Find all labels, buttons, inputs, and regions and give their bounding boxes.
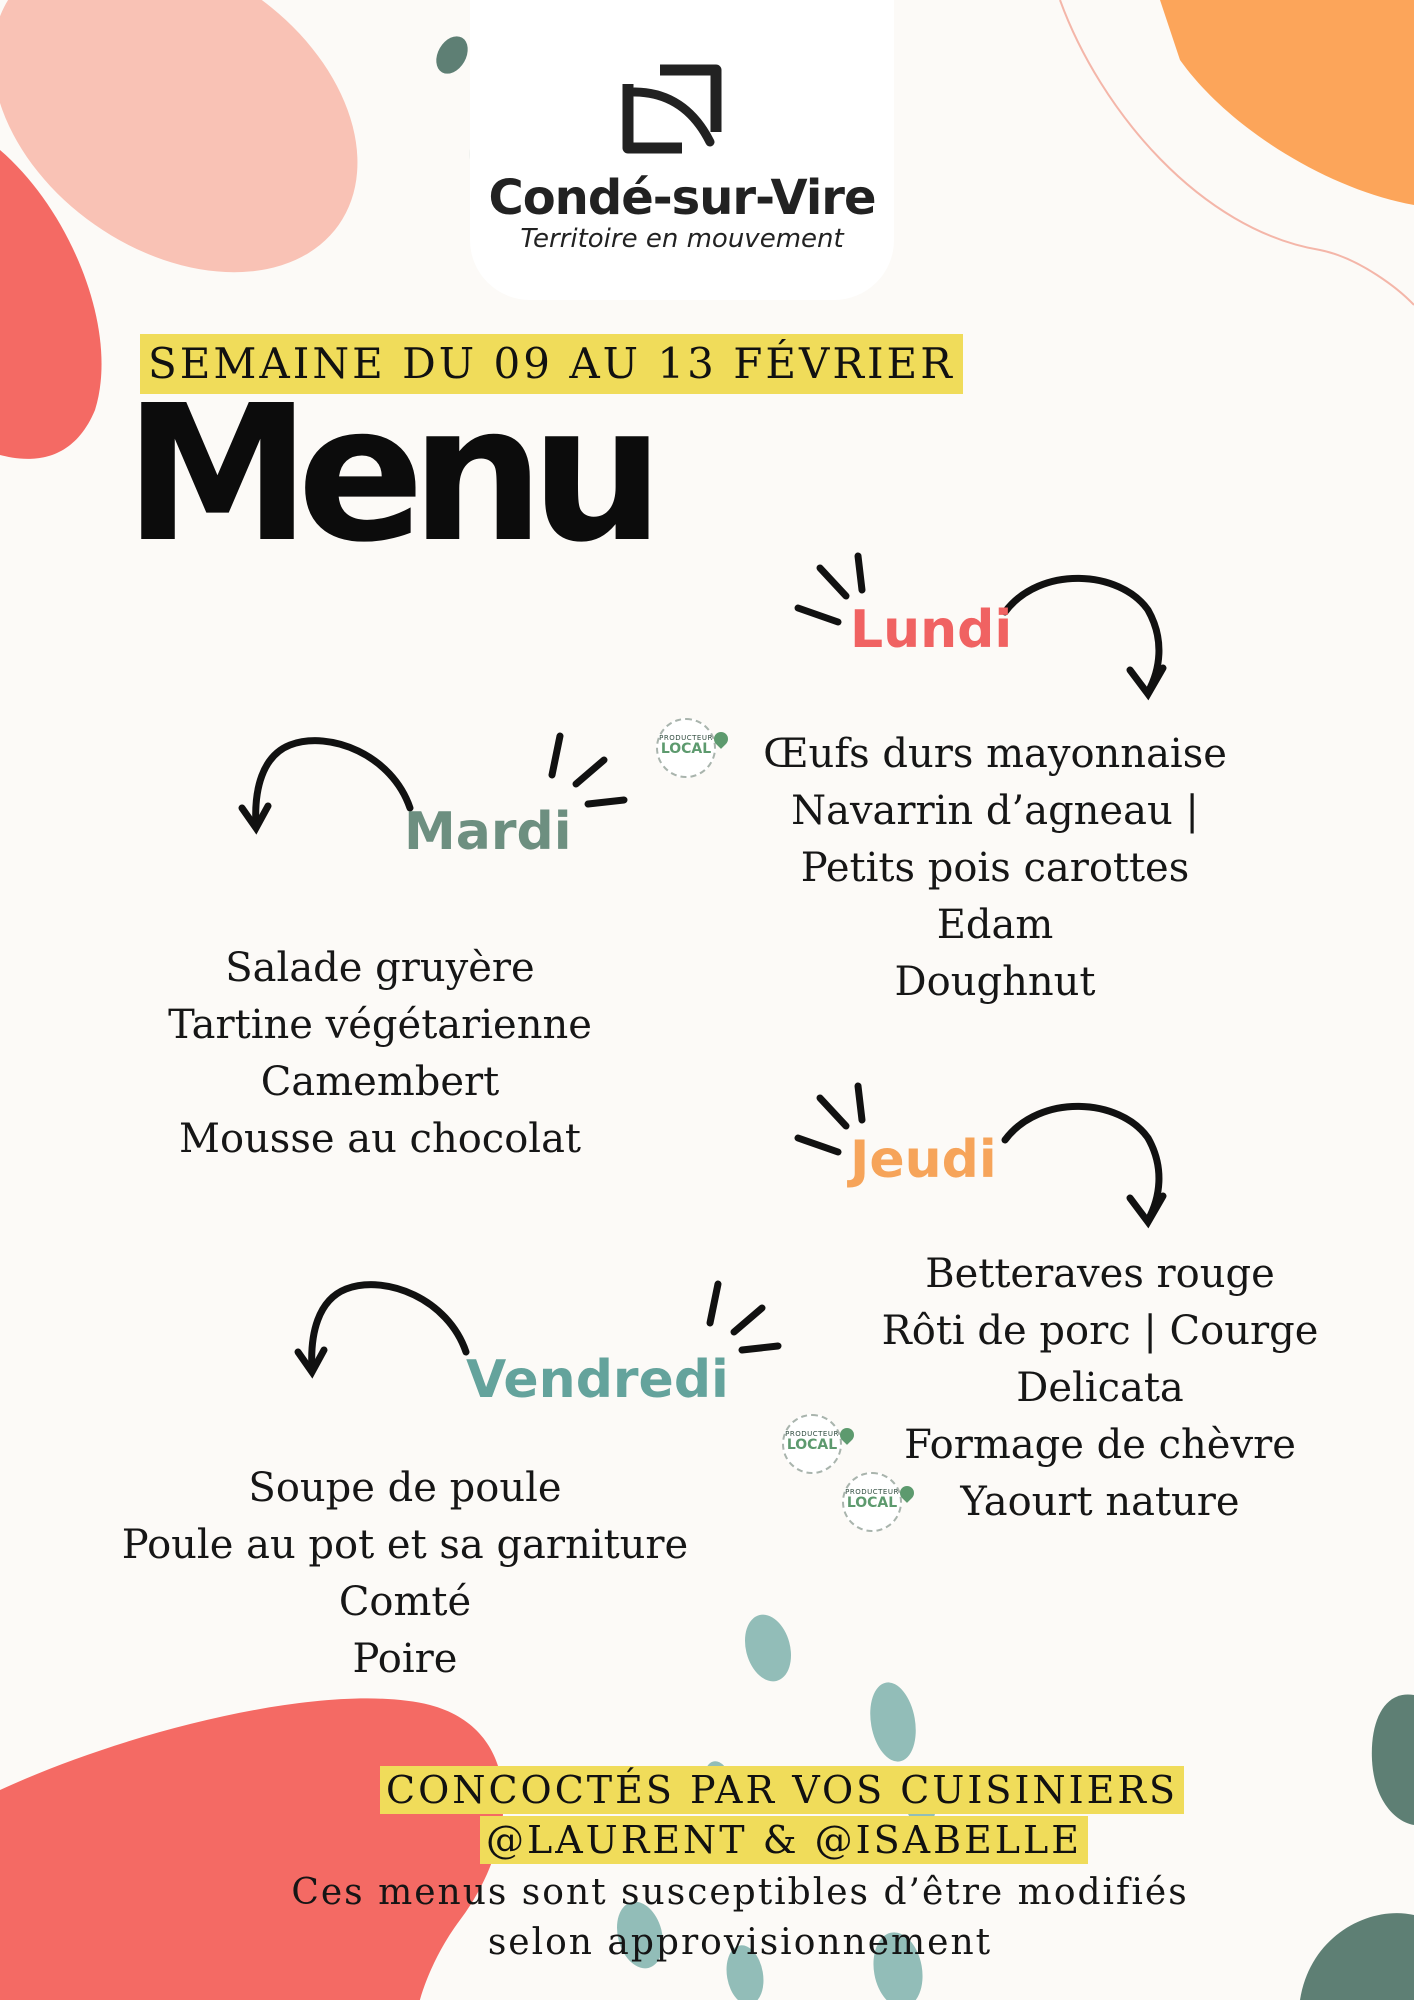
day-heading-vendredi: Vendredi — [466, 1350, 729, 1410]
dish-item: Soupe de poule — [248, 1465, 562, 1511]
dish-item: Doughnut — [894, 959, 1096, 1005]
local-producer-badge — [656, 718, 716, 778]
dish-item: Camembert — [260, 1059, 500, 1105]
curved-arrow-icon — [1005, 578, 1163, 694]
credits-line-1: CONCOCTÉS PAR VOS CUISINIERS — [380, 1766, 1184, 1814]
dish-list-vendredi — [95, 1460, 715, 1688]
sparkle-icon — [552, 736, 624, 804]
dish-item: Comté — [338, 1579, 472, 1625]
credits-line-2: @LAURENT & @ISABELLE — [480, 1816, 1088, 1864]
dish-item: Delicata — [1016, 1365, 1184, 1411]
badge-line2: LOCAL — [786, 1437, 838, 1453]
disclaimer-note — [240, 1868, 1240, 1968]
dish-item: Yaourt nature — [960, 1479, 1240, 1525]
dish-list-lundi — [745, 726, 1245, 1011]
badge-line1: PRODUCTEUR — [659, 734, 713, 742]
dish-item: Salade gruyère — [225, 945, 535, 991]
dish-item: Rôti de porc | Courge — [881, 1308, 1319, 1354]
dish-item: Poire — [352, 1636, 458, 1682]
badge-line2: LOCAL — [846, 1495, 898, 1511]
day-heading-jeudi: Jeudi — [850, 1130, 997, 1190]
dish-item: Navarrin d’agneau | — [791, 788, 1199, 834]
dish-item: Mousse au chocolat — [178, 1116, 581, 1162]
dish-item: Formage de chèvre — [904, 1422, 1296, 1468]
badge-line1: PRODUCTEUR — [785, 1430, 839, 1438]
curved-arrow-icon — [1005, 1106, 1163, 1222]
dish-item: Poule au pot et sa garniture — [121, 1522, 689, 1568]
logo-name: Condé-sur-Vire — [488, 170, 876, 226]
page-title: Menu — [124, 365, 651, 584]
badge-line1: PRODUCTEUR — [845, 1488, 899, 1496]
week-label: SEMAINE DU 09 AU 13 FÉVRIER — [140, 334, 963, 394]
note-line-1: Ces menus sont susceptibles d’être modifiés — [291, 1872, 1189, 1913]
dish-item: Œufs durs mayonnaise — [763, 731, 1227, 777]
dish-item: Petits pois carottes — [800, 845, 1190, 891]
note-line-2: selon approvisionnement — [487, 1922, 993, 1963]
dish-list-mardi — [130, 940, 630, 1168]
curved-arrow-icon — [298, 1285, 466, 1372]
logo-tagline: Territoire en mouvement — [520, 224, 844, 254]
dish-item: Edam — [936, 902, 1054, 948]
local-producer-badge — [842, 1472, 902, 1532]
dish-list-jeudi — [850, 1246, 1350, 1531]
day-heading-lundi: Lundi — [850, 600, 1013, 660]
sparkle-icon — [710, 1284, 778, 1350]
day-heading-mardi: Mardi — [404, 802, 572, 862]
local-producer-badge — [782, 1414, 842, 1474]
dish-item: Betteraves rouge — [925, 1251, 1275, 1297]
dish-item: Tartine végétarienne — [168, 1002, 592, 1048]
badge-line2: LOCAL — [660, 741, 712, 757]
curved-arrow-icon — [242, 741, 410, 828]
